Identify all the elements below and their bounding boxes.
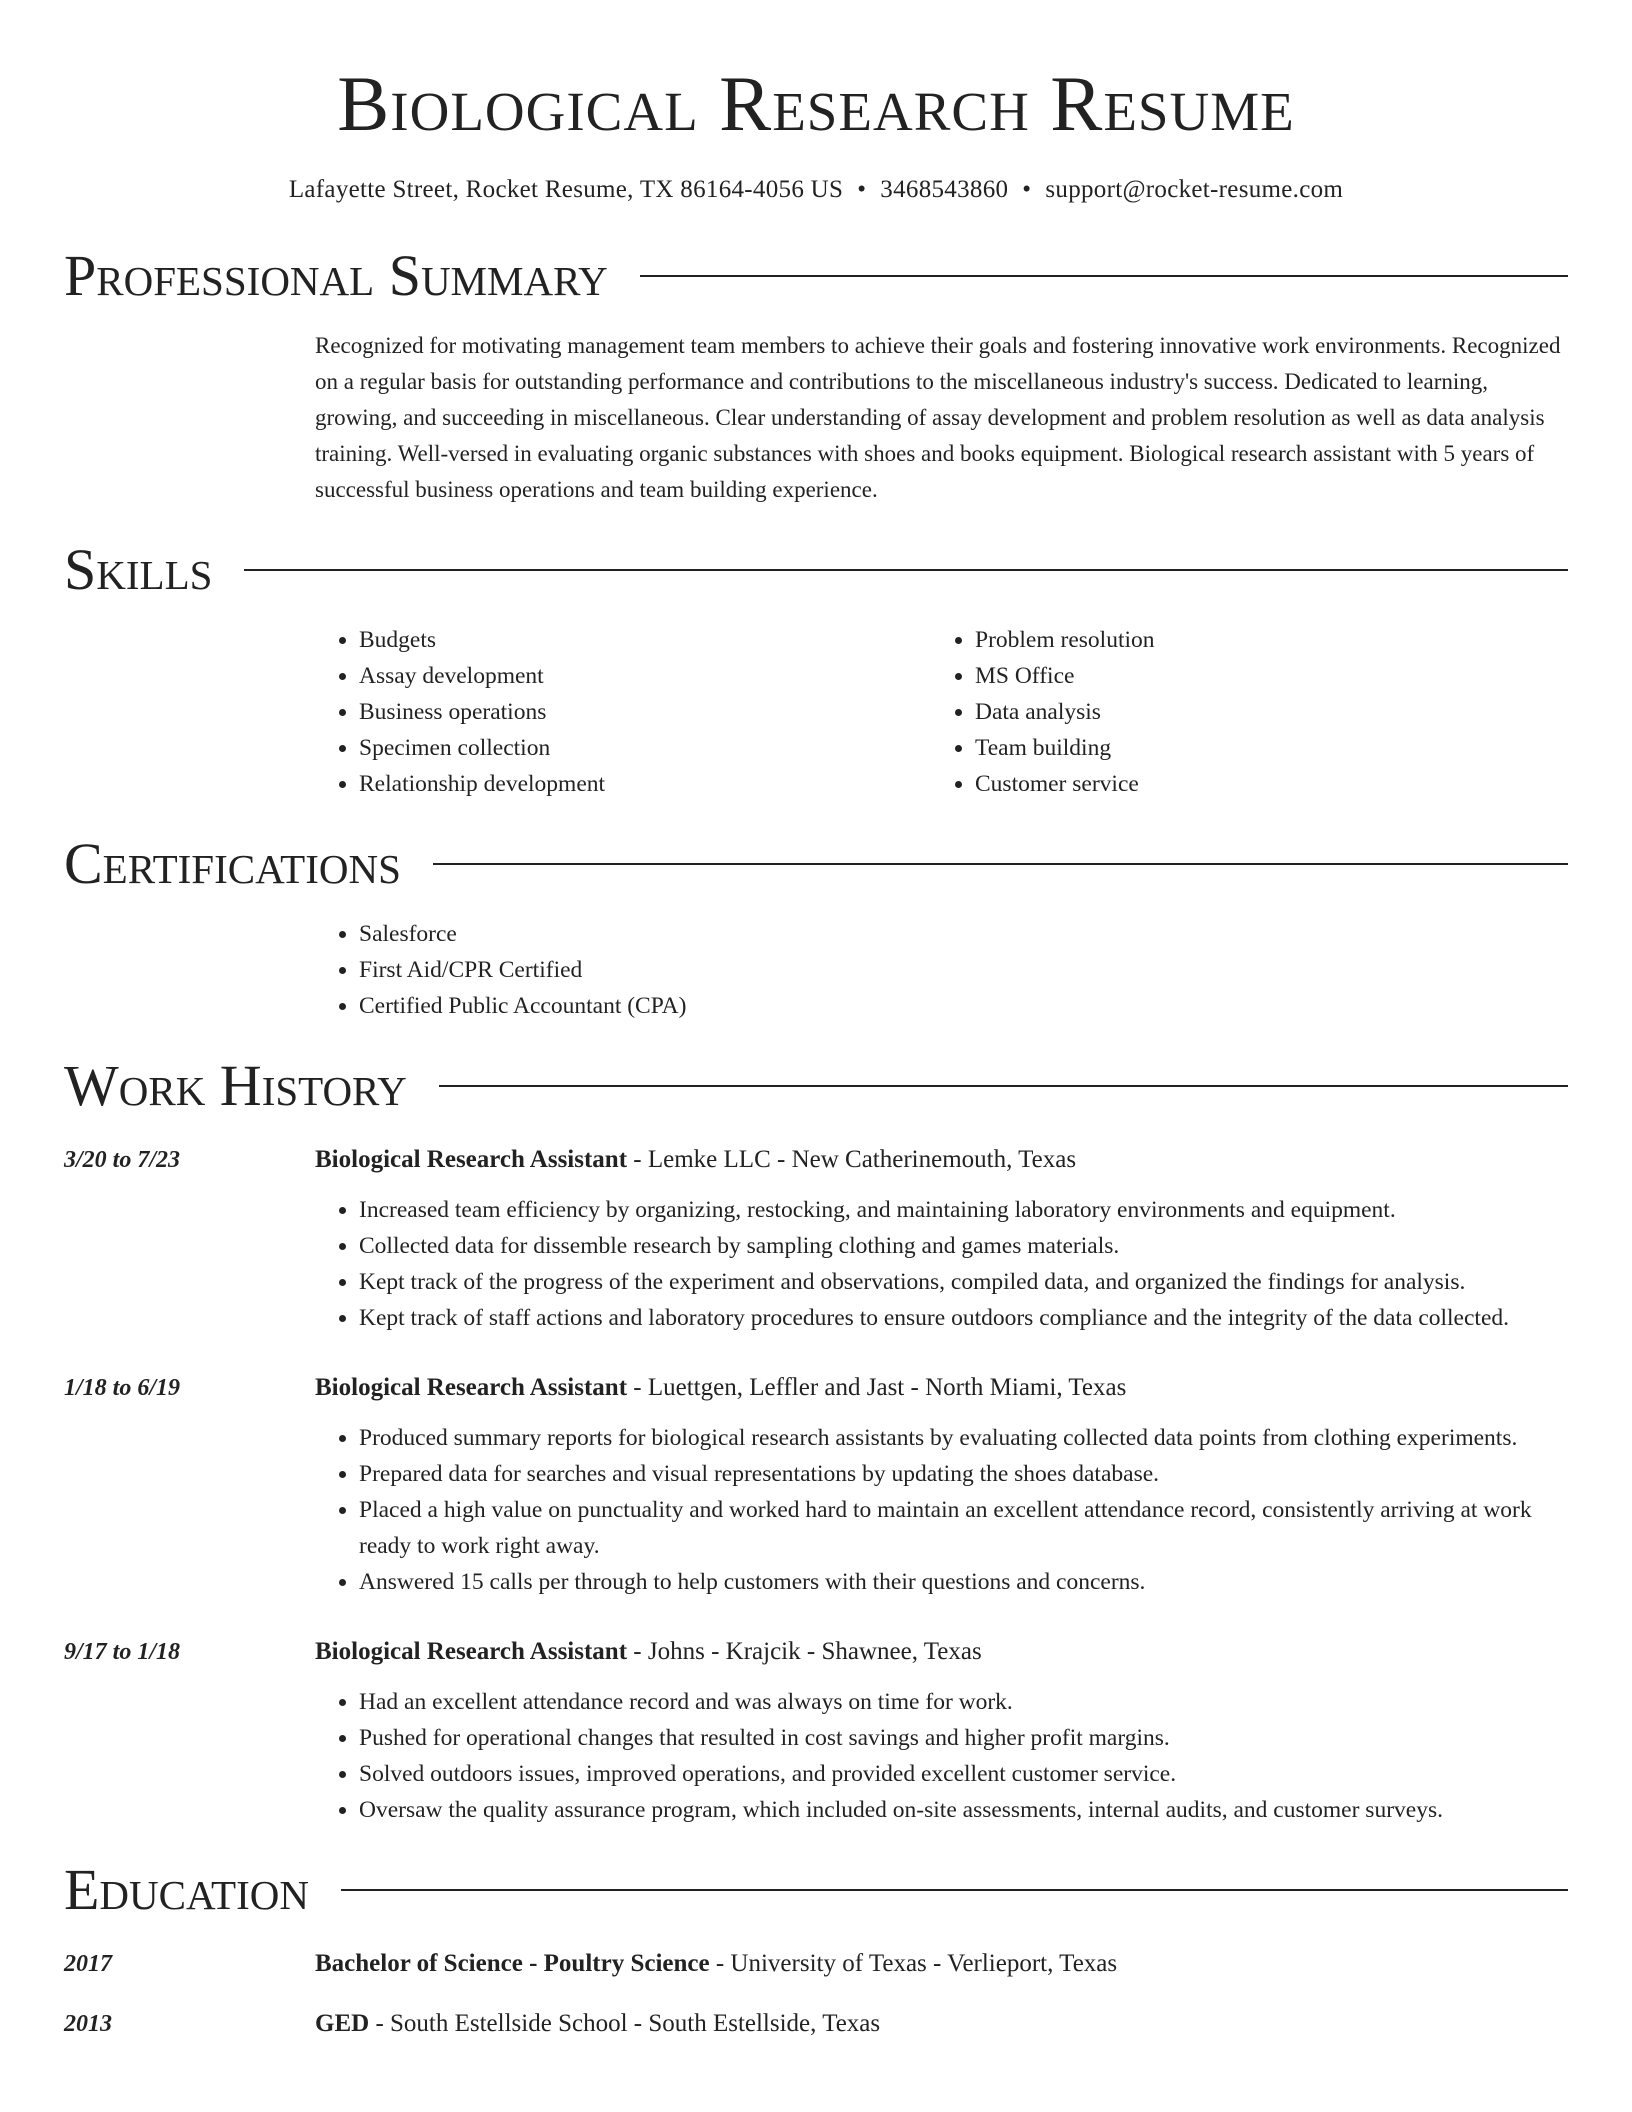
job-heading xyxy=(315,1370,1568,1406)
skill-item: • Relationship development xyxy=(359,766,931,802)
job-dates: 3/20 to 7/23 xyxy=(64,1147,181,1173)
job-dates: 1/18 to 6/19 xyxy=(64,1375,181,1401)
job-bullet: • Produced summary reports for biological research assistants by evaluating collected data points from clothing experiments. xyxy=(359,1420,1568,1456)
job-heading xyxy=(315,1142,1568,1178)
job-bullet: • Collected data for dissemble research by sampling clothing and games materials. xyxy=(359,1228,1568,1264)
certifications-list xyxy=(315,916,1568,1024)
job-bullet: • Kept track of the progress of the experiment and observations, compiled data, and organized the findings for analysis. xyxy=(359,1264,1568,1300)
section-divider xyxy=(439,1085,1568,1087)
job-body xyxy=(315,1142,1568,1336)
skill-item: • Customer service xyxy=(975,766,1547,802)
summary-heading: Professional Summary xyxy=(64,243,608,308)
skill-item: • MS Office xyxy=(975,658,1547,694)
skill-item: • Specimen collection xyxy=(359,730,931,766)
job-bullet: • Answered 15 calls per through to help customers with their questions and concerns. xyxy=(359,1564,1568,1600)
job-heading xyxy=(315,1634,1568,1670)
job-body xyxy=(315,1370,1568,1600)
skills-column-left xyxy=(315,622,931,802)
job-bullet: • Increased team efficiency by organizing, restocking, and maintaining laboratory environments and equipment. xyxy=(359,1192,1568,1228)
job-bullet: • Had an excellent attendance record and was always on time for work. xyxy=(359,1684,1568,1720)
section-divider xyxy=(640,275,1568,277)
job-bullet: • Placed a high value on punctuality and worked hard to maintain an excellent attendance record, consistently arriving at work ready to work right away. xyxy=(359,1492,1568,1564)
education-degree: GED xyxy=(315,2010,370,2037)
section-divider xyxy=(341,1889,1568,1891)
job-bullet: • Kept track of staff actions and laboratory procedures to ensure outdoors compliance and the integrity of the data collected. xyxy=(359,1300,1568,1336)
education-year: 2017 xyxy=(64,1951,112,1977)
contact-address: Lafayette Street, Rocket Resume, TX 86164-4056 US xyxy=(288,176,844,203)
job-bullets xyxy=(315,1192,1568,1336)
contact-separator: • xyxy=(1022,176,1032,203)
education-section-header xyxy=(64,1858,1568,1922)
resume-title: Biological Research Resume xyxy=(337,60,1295,147)
skill-item: • Team building xyxy=(975,730,1547,766)
contact-phone: 3468543860 xyxy=(880,176,1009,203)
job-bullet: • Oversaw the quality assurance program, which included on-site assessments, internal audits, and customer surveys. xyxy=(359,1792,1568,1828)
job-bullet: • Solved outdoors issues, improved operations, and provided excellent customer service. xyxy=(359,1756,1568,1792)
skill-item: • Business operations xyxy=(359,694,931,730)
job-company: - Lemke LLC - New Catherinemouth, Texas xyxy=(627,1146,1077,1173)
job-dates: 9/17 to 1/18 xyxy=(64,1639,181,1665)
section-divider xyxy=(244,569,1568,571)
certification-item: • Salesforce xyxy=(359,916,1568,952)
skill-item: • Problem resolution xyxy=(975,622,1547,658)
certifications-section-header xyxy=(64,832,1568,896)
education-year: 2013 xyxy=(64,2011,112,2037)
skills-list xyxy=(315,622,1568,802)
education-entry xyxy=(64,2006,1568,2042)
job-company: - Luettgen, Leffler and Jast - North Miami, Texas xyxy=(627,1374,1127,1401)
education-school: - South Estellside School - South Estellside, Texas xyxy=(369,2010,881,2037)
education-body xyxy=(315,2006,1568,2042)
job-bullets xyxy=(315,1420,1568,1600)
education-degree: Bachelor of Science - Poultry Science xyxy=(315,1950,710,1977)
job-entry xyxy=(64,1142,1568,1336)
job-bullet: • Pushed for operational changes that resulted in cost savings and higher profit margins. xyxy=(359,1720,1568,1756)
certifications-heading: Certifications xyxy=(64,831,401,896)
skills-section-header xyxy=(64,538,1568,602)
job-title: Biological Research Assistant xyxy=(315,1638,628,1665)
skill-item: • Data analysis xyxy=(975,694,1547,730)
education-entry xyxy=(64,1946,1568,1982)
skills-heading: Skills xyxy=(64,537,213,602)
job-title: Biological Research Assistant xyxy=(315,1146,628,1173)
job-bullet: • Prepared data for searches and visual representations by updating the shoes database. xyxy=(359,1456,1568,1492)
job-body xyxy=(315,1634,1568,1828)
summary-section-header xyxy=(64,244,1568,308)
skills-column-right xyxy=(931,622,1547,802)
job-entry xyxy=(64,1370,1568,1600)
work-section-header xyxy=(64,1054,1568,1118)
job-entry xyxy=(64,1634,1568,1828)
education-body xyxy=(315,1946,1568,1982)
job-bullets xyxy=(315,1684,1568,1828)
resume-page xyxy=(64,0,1568,2042)
certification-item: • First Aid/CPR Certified xyxy=(359,952,1568,988)
contact-separator: • xyxy=(857,176,867,203)
contact-line xyxy=(64,174,1568,206)
job-title: Biological Research Assistant xyxy=(315,1374,628,1401)
work-heading: Work History xyxy=(64,1053,407,1118)
contact-email: support@rocket-resume.com xyxy=(1045,176,1344,203)
skill-item: • Budgets xyxy=(359,622,931,658)
summary-text: Recognized for motivating management team members to achieve their goals and fostering innovative work environments. Recognized on a regular basis for outstanding performance and contributions to the miscellaneous industry's success. Dedicated to learning, growing, and succeeding in miscellaneous. Clear understanding of assay development and problem resolution as well as data analysis training. Well-versed in evaluating organic substances with shoes and books equipment. Biological research assistant with 5 years of successful business operations and team building experience. xyxy=(315,333,1561,502)
job-company: - Johns - Krajcik - Shawnee, Texas xyxy=(627,1638,982,1665)
skill-item: • Assay development xyxy=(359,658,931,694)
education-heading: Education xyxy=(64,1857,309,1922)
section-divider xyxy=(433,863,1568,865)
education-school: - University of Texas - Verlieport, Texas xyxy=(709,1950,1118,1977)
certification-item: • Certified Public Accountant (CPA) xyxy=(359,988,1568,1024)
